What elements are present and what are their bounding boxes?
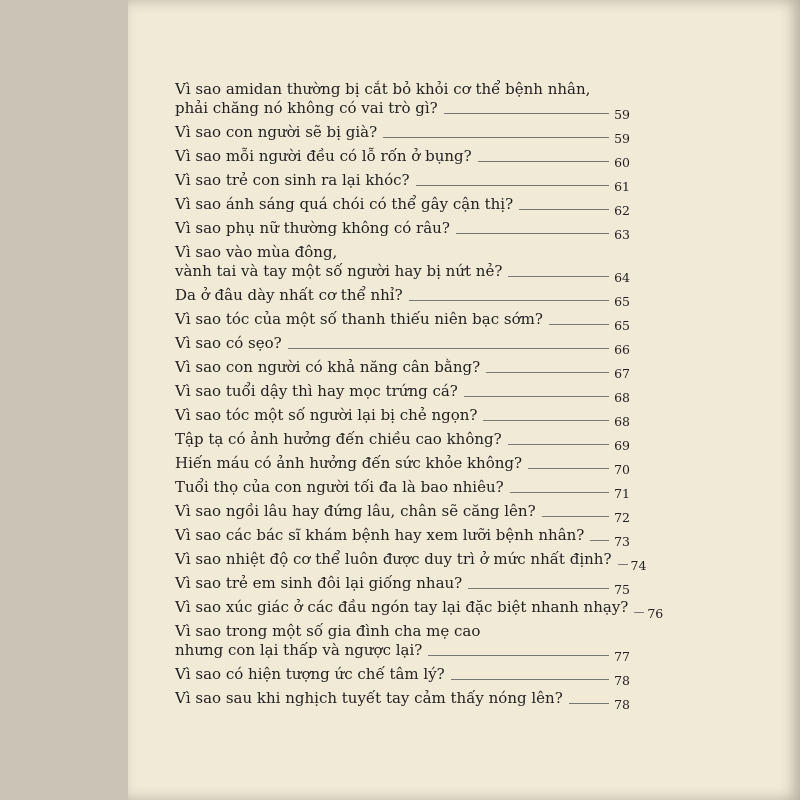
toc-entry-title-line: Vì sao xúc giác ở các đầu ngón tay lại đặc biệt nhanh nhạy?: [175, 598, 629, 616]
toc-leader-line: [590, 540, 609, 541]
toc-page-number: 59: [614, 131, 630, 146]
toc-entry: [175, 147, 630, 170]
toc-entry-title-line: vành tai và tay một số người hay bị nứt nẻ?: [175, 262, 503, 280]
toc-entry: [175, 454, 630, 477]
toc-leader-line: [409, 300, 609, 301]
toc-leader-line: [451, 679, 609, 680]
toc-leader-line: [508, 276, 609, 277]
toc-entry: [175, 286, 630, 309]
toc-page-number: 63: [614, 227, 630, 242]
toc-entry-title-line: Vì sao có sẹo?: [175, 334, 282, 352]
toc-leader-line: [549, 324, 609, 325]
toc-entry-title-line: Vì sao sau khi nghịch tuyết tay cảm thấy nóng lên?: [175, 689, 563, 707]
toc-page-number: 75: [614, 582, 630, 597]
toc-entry: [175, 219, 630, 242]
toc-leader-line: [468, 588, 609, 589]
toc-entry-title-line: Vì sao con người có khả năng cân bằng?: [175, 358, 481, 376]
toc-page-number: 65: [614, 318, 630, 333]
toc-leader-line: [508, 444, 609, 445]
toc-entry: [175, 195, 630, 218]
toc-page-number: 78: [614, 673, 630, 688]
toc-page-number: 61: [614, 179, 630, 194]
toc-entry: [175, 406, 630, 429]
toc-entry-title-line: Vì sao vào mùa đông,: [175, 243, 338, 261]
toc-entry: [175, 502, 630, 525]
toc-page-number: 77: [614, 649, 630, 664]
toc-entry-title-line: Vì sao amidan thường bị cắt bỏ khỏi cơ thể bệnh nhân,: [175, 80, 591, 98]
toc-entry-title-line: Vì sao nhiệt độ cơ thể luôn được duy trì ở mức nhất định?: [175, 550, 612, 568]
toc-entry-title-line: Vì sao tóc của một số thanh thiếu niên bạc sớm?: [175, 310, 543, 328]
toc-entry: [175, 478, 630, 501]
toc-leader-line: [288, 348, 609, 349]
toc-page-number: 68: [614, 390, 630, 405]
toc-page-number: 74: [630, 558, 647, 573]
toc-entry: [175, 526, 630, 549]
toc-entry-title-line: Tuổi thọ của con người tối đa là bao nhiêu?: [175, 478, 504, 496]
toc-entry: [175, 598, 664, 621]
table-of-contents: [175, 80, 664, 713]
toc-leader-line: [416, 185, 609, 186]
toc-page-number: 68: [614, 414, 630, 429]
toc-leader-line: [478, 161, 609, 162]
toc-page-number: 70: [614, 462, 630, 477]
toc-page-number: 65: [614, 294, 630, 309]
toc-leader-line: [444, 113, 609, 114]
toc-page-number: 59: [614, 107, 630, 122]
toc-entry: [175, 689, 630, 712]
toc-entry-title-line: Vì sao ngồi lâu hay đứng lâu, chân sẽ căng lên?: [175, 502, 536, 520]
toc-page-number: 60: [614, 155, 630, 170]
toc-entry-title-line: Vì sao trẻ em sinh đôi lại giống nhau?: [175, 574, 463, 592]
toc-entry: [175, 243, 630, 285]
toc-entry: [175, 430, 630, 453]
toc-entry: [175, 80, 630, 122]
toc-entry: [175, 358, 630, 381]
toc-entry: [175, 665, 630, 688]
toc-entry-title-line: Vì sao tóc một số người lại bị chẻ ngọn?: [175, 406, 478, 424]
toc-entry-title-line: Hiến máu có ảnh hưởng đến sức khỏe không?: [175, 454, 523, 472]
toc-leader-line: [486, 372, 609, 373]
toc-entry: [175, 123, 630, 146]
toc-page-number: 69: [614, 438, 630, 453]
toc-entry-title-line: Vì sao có hiện tượng ức chế tâm lý?: [175, 665, 445, 683]
toc-entry-title-line: Vì sao trong một số gia đình cha mẹ cao: [175, 622, 481, 640]
toc-entry-title-line: Tập tạ có ảnh hưởng đến chiều cao không?: [175, 430, 502, 448]
toc-leader-line: [519, 209, 609, 210]
toc-leader-line: [569, 703, 609, 704]
toc-page-number: 66: [614, 342, 630, 357]
toc-leader-line: [528, 468, 609, 469]
toc-leader-line: [464, 396, 609, 397]
toc-entry: [175, 310, 630, 333]
toc-page-number: 62: [614, 203, 630, 218]
toc-leader-line: [618, 564, 628, 565]
toc-leader-line: [483, 420, 609, 421]
toc-entry-title-line: phải chăng nó không có vai trò gì?: [175, 99, 438, 117]
toc-entry-title-line: Vì sao con người sẽ bị già?: [175, 123, 378, 141]
toc-entry-title-line: Da ở đâu dày nhất cơ thể nhỉ?: [175, 286, 403, 304]
toc-page-number: 76: [647, 606, 664, 621]
toc-entry: [175, 574, 630, 597]
toc-page-number: 67: [614, 366, 630, 381]
toc-entry-title-line: nhưng con lại thấp và ngược lại?: [175, 641, 423, 659]
toc-leader-line: [428, 655, 609, 656]
toc-page-number: 64: [614, 270, 630, 285]
toc-entry-title-line: Vì sao mỗi người đều có lỗ rốn ở bụng?: [175, 147, 472, 165]
toc-entry: [175, 382, 630, 405]
toc-leader-line: [542, 516, 609, 517]
toc-entry-title-line: Vì sao các bác sĩ khám bệnh hay xem lưỡi bệnh nhân?: [175, 526, 585, 544]
toc-entry-title-line: Vì sao tuổi dậy thì hay mọc trứng cá?: [175, 382, 458, 400]
toc-entry: [175, 171, 630, 194]
toc-leader-line: [456, 233, 609, 234]
toc-entry-title-line: Vì sao trẻ con sinh ra lại khóc?: [175, 171, 410, 189]
toc-page-number: 78: [614, 697, 630, 712]
toc-entry: [175, 622, 630, 664]
toc-page-number: 73: [614, 534, 630, 549]
toc-entry-title-line: Vì sao phụ nữ thường không có râu?: [175, 219, 450, 237]
toc-entry-title-line: Vì sao ánh sáng quá chói có thể gây cận thị?: [175, 195, 514, 213]
toc-leader-line: [634, 612, 644, 613]
toc-page-number: 72: [614, 510, 630, 525]
toc-page-number: 71: [614, 486, 630, 501]
toc-entry: [175, 334, 630, 357]
toc-entry: [175, 550, 647, 573]
toc-leader-line: [383, 137, 609, 138]
toc-leader-line: [510, 492, 609, 493]
